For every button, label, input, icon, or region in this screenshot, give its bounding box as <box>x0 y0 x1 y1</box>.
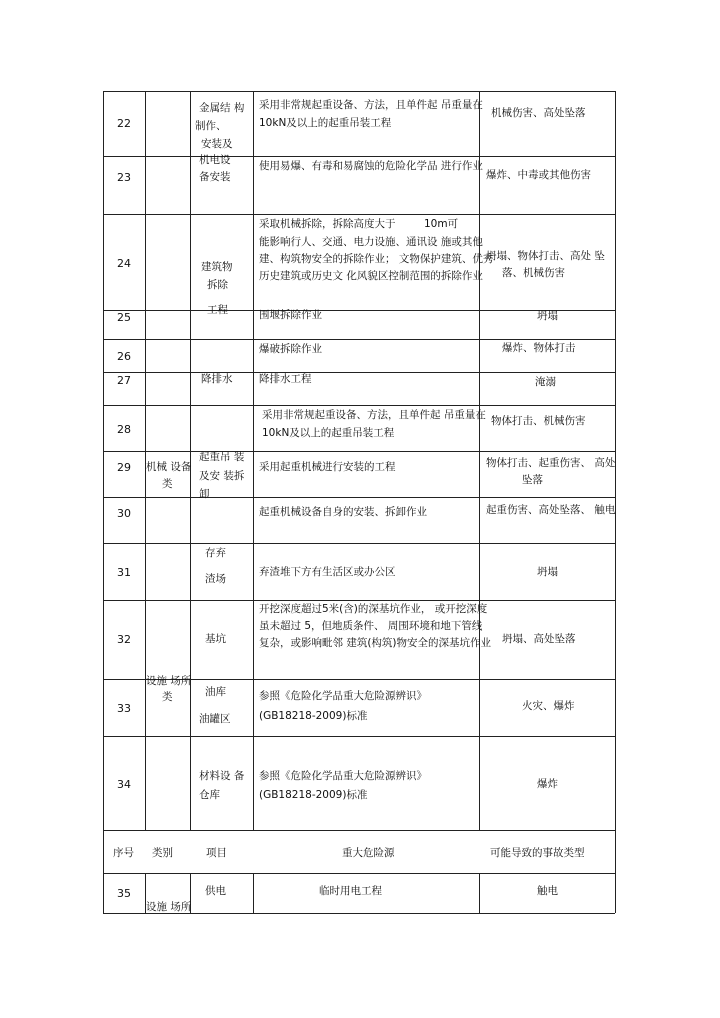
item-metal-structure-4: 机电设 <box>199 154 231 166</box>
grid-line-vertical <box>615 91 616 913</box>
row-number-29: 29 <box>117 461 131 474</box>
header-item: 项目 <box>206 847 227 859</box>
header-category: 类别 <box>152 847 173 859</box>
accident-26: 爆炸、物体打击 <box>502 342 576 354</box>
accident-32: 坍塌、高处坠落 <box>502 633 576 645</box>
hazard-22-line-2: 10kN及以上的起重吊装工程 <box>259 117 392 129</box>
accident-25: 坍塌 <box>537 310 558 322</box>
row-number-27: 27 <box>117 374 131 387</box>
item-demolition-3: 工程 <box>207 304 228 316</box>
item-demolition: 建筑物 <box>201 261 233 273</box>
hazard-32-line-3: 复杂，或影响毗邻 建筑(构筑)物安全的深基坑作业 <box>259 637 492 649</box>
row-number-28: 28 <box>117 423 131 436</box>
grid-line-vertical <box>479 873 480 913</box>
header-hazard: 重大危险源 <box>342 847 395 859</box>
grid-line-horizontal <box>103 497 615 498</box>
category-mechanical-suffix: 类 <box>162 478 173 490</box>
hazard-22-line-1: 采用非常规起重设备、方法，且单件起 吊重量在 <box>259 99 483 111</box>
hazard-24-line-2: 能影响行人、交通、电力设施、通讯设 施或其他 <box>259 236 483 248</box>
grid-line-horizontal <box>103 91 615 92</box>
row-number-30: 30 <box>117 507 131 520</box>
grid-line-horizontal <box>103 830 615 831</box>
accident-33: 火灾、爆炸 <box>522 700 575 712</box>
item-material-warehouse: 材料设 备 <box>199 770 245 782</box>
accident-35: 触电 <box>537 885 558 897</box>
accident-22: 机械伤害、高处坠落 <box>491 107 586 119</box>
item-oil-depot-2: 油罐区 <box>199 713 231 725</box>
item-power-supply: 供电 <box>205 885 226 897</box>
hazard-24-line-1: 采取机械拆除，拆除高度大于 <box>259 218 396 230</box>
item-oil-depot: 油库 <box>205 686 226 698</box>
hazard-30: 起重机械设备自身的安装、拆卸作业 <box>259 506 427 518</box>
item-lifting-3: 卸 <box>199 488 210 500</box>
hazard-32-line-2: 虽未超过 5，但地质条件、 周围环境和地下管线 <box>259 620 483 632</box>
grid-line-vertical <box>103 91 104 913</box>
category-facility: 设施 场所 <box>146 675 192 687</box>
grid-line-vertical <box>253 91 254 830</box>
accident-27: 淹溺 <box>535 376 556 388</box>
grid-line-horizontal <box>103 543 615 544</box>
grid-line-horizontal <box>103 913 615 914</box>
hazard-28-line-1: 采用非常规起重设备、方法，且单件起 吊重量在 <box>262 409 486 421</box>
item-lifting: 起重吊 装 <box>199 451 245 463</box>
row-number-23: 23 <box>117 171 131 184</box>
grid-line-vertical <box>479 91 480 830</box>
accident-29-line-2: 坠落 <box>522 474 543 486</box>
item-metal-structure: 金属结 构 <box>199 102 245 114</box>
hazard-26: 爆破拆除作业 <box>259 343 322 355</box>
accident-28: 物体打击、机械伤害 <box>491 415 586 427</box>
hazard-34-line-2: (GB18218-2009)标准 <box>259 789 368 801</box>
row-number-33: 33 <box>117 702 131 715</box>
row-number-24: 24 <box>117 257 131 270</box>
hazard-25: 围堰拆除作业 <box>259 309 322 321</box>
hazard-32-line-1: 开挖深度超过5米(含)的深基坑作业， 或开挖深度 <box>259 603 488 615</box>
item-metal-structure-3: 安装及 <box>201 138 233 150</box>
accident-24-line-1: 坍塌、物体打击、高处 坠 <box>486 250 605 262</box>
row-number-22: 22 <box>117 117 131 130</box>
accident-29-line-1: 物体打击、起重伤害、 高处 <box>486 457 616 469</box>
category-mechanical: 机械 设备 <box>146 461 192 473</box>
grid-line-horizontal <box>103 600 615 601</box>
hazard-27: 降排水工程 <box>259 373 312 385</box>
grid-line-horizontal <box>103 214 615 215</box>
hazard-35: 临时用电工程 <box>319 885 382 897</box>
hazard-33-line-1: 参照《危险化学品重大危险源辨识》 <box>259 690 427 702</box>
accident-34: 爆炸 <box>537 778 558 790</box>
accident-24-line-2: 落、机械伤害 <box>502 267 565 279</box>
category-facility-bottom: 设施 场所 <box>146 901 192 913</box>
accident-23: 爆炸、中毒或其他伤害 <box>486 169 591 181</box>
grid-line-horizontal <box>103 405 615 406</box>
grid-line-horizontal <box>103 156 615 157</box>
header-accident-type: 可能导致的事故类型 <box>490 847 585 859</box>
hazard-24-line-1b: 10m可 <box>424 218 459 230</box>
accident-31: 坍塌 <box>537 566 558 578</box>
row-number-32: 32 <box>117 633 131 646</box>
row-number-34: 34 <box>117 778 131 791</box>
item-spoil-yard-2: 渣场 <box>205 573 226 585</box>
hazard-23: 使用易爆、有毒和易腐蚀的危险化学品 进行作业 <box>259 160 483 172</box>
row-number-35: 35 <box>117 887 131 900</box>
grid-line-horizontal <box>103 736 615 737</box>
hazard-28-line-2: 10kN及以上的起重吊装工程 <box>262 427 395 439</box>
grid-line-horizontal <box>103 451 615 452</box>
grid-line-horizontal <box>103 339 615 340</box>
hazard-24-line-4: 历史建筑或历史文 化风貌区控制范围的拆除作业 <box>259 270 483 282</box>
item-lifting-2: 及安 装拆 <box>199 470 245 482</box>
item-drainage: 降排水 <box>201 373 233 385</box>
accident-30: 起重伤害、高处坠落、 触电 <box>486 504 616 516</box>
grid-line-vertical <box>253 873 254 913</box>
hazard-31: 弃渣堆下方有生活区或办公区 <box>259 566 396 578</box>
hazard-34-line-1: 参照《危险化学品重大危险源辨识》 <box>259 770 427 782</box>
item-demolition-2: 拆除 <box>207 279 228 291</box>
header-seq: 序号 <box>113 847 134 859</box>
row-number-25: 25 <box>117 311 131 324</box>
category-facility-suffix: 类 <box>162 691 173 703</box>
hazard-24-line-3: 建、构筑物安全的拆除作业； 文物保护建筑、优秀 <box>259 253 494 265</box>
row-number-31: 31 <box>117 566 131 579</box>
item-metal-structure-5: 备安装 <box>199 171 231 183</box>
hazard-33-line-2: (GB18218-2009)标准 <box>259 710 368 722</box>
item-material-warehouse-2: 仓库 <box>199 789 220 801</box>
hazard-29: 采用起重机械进行安装的工程 <box>259 461 396 473</box>
grid-line-horizontal <box>103 873 615 874</box>
item-metal-structure-2: 制作、 <box>195 120 227 132</box>
row-number-26: 26 <box>117 350 131 363</box>
grid-line-horizontal <box>103 372 615 373</box>
item-foundation-pit: 基坑 <box>205 633 226 645</box>
item-spoil-yard: 存弃 <box>205 547 226 559</box>
